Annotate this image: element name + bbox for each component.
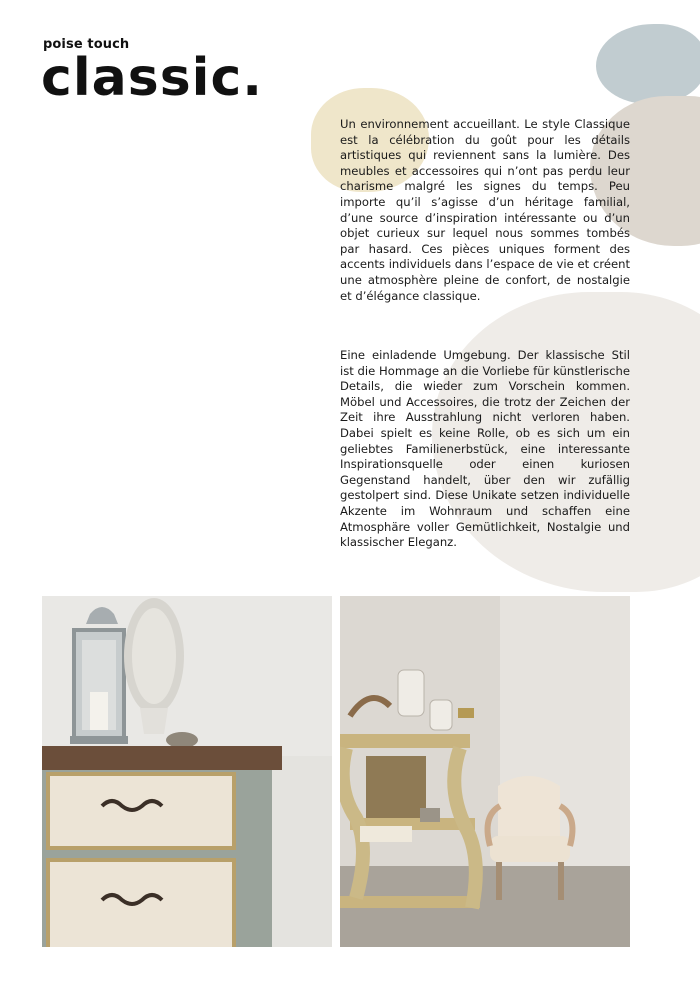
shelf-armchair-illustration bbox=[340, 596, 630, 947]
page-title: classic. bbox=[41, 48, 264, 108]
dresser-illustration bbox=[42, 596, 332, 947]
decor-blob-blue bbox=[596, 24, 700, 104]
brand-name: poise touch bbox=[43, 37, 130, 52]
paragraph-french: Un environnement accueillant. Le style Classique est la célébration du goût pour les détails artistiques qui reviennent sans la lumière. Des meubles et accessoires qui n’ont pas perdu leur charisme malgré les signes du temps. Peu importe qu’il s’agisse d’un héritage familial, d’une source d’inspiration intéressante ou d’un objet curieux sur lequel nous sommes tombés par hasard. Ces pièces uniques forment des accents individuels dans l’espace de vie et créent une atmosphère pleine de confort, de nostalgie et d’élégance classique. bbox=[340, 117, 630, 303]
photo-shelf-armchair bbox=[340, 596, 630, 947]
photo-dresser bbox=[42, 596, 332, 947]
paragraph-german: Eine einladende Umgebung. Der klassische Stil ist die Hommage an die Vorliebe für künstlerische Details, die wieder zum Vorschein kommen. Möbel und Accessoires, die trotz der Zeichen der Zeit ihre Ausstrahlung nicht verloren haben. Dabei spielt es keine Rolle, ob es sich um ein geliebtes Familienerbstück, eine interessante Inspirationsquelle oder einen kuriosen Gegenstand handelt, über den wir zufällig gestolpert sind. Diese Unikate setzen individuelle Akzente im Wohnraum und schaffen eine Atmosphäre voller Gemütlichkeit, Nostalgie und klassischer Eleganz. bbox=[340, 348, 630, 550]
